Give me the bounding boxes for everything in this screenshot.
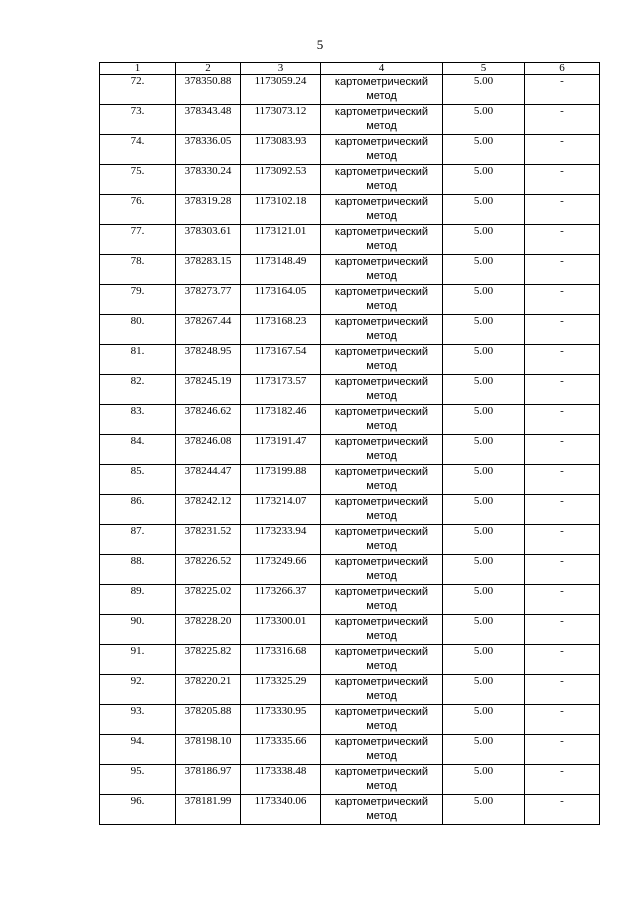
y-coordinate-cell: 1173121.01 [241, 225, 321, 255]
accuracy-cell: 5.00 [443, 105, 525, 135]
method-cell [321, 705, 443, 735]
x-coordinate-cell: 378231.52 [176, 525, 241, 555]
table-row [100, 375, 600, 405]
header-col-4: 4 [321, 63, 443, 75]
method-cell [321, 615, 443, 645]
method-cell [321, 735, 443, 765]
point-number-cell: 86. [100, 495, 176, 525]
accuracy-cell: 5.00 [443, 195, 525, 225]
accuracy-cell: 5.00 [443, 615, 525, 645]
method-line-2: метод [366, 810, 397, 822]
accuracy-cell: 5.00 [443, 135, 525, 165]
y-coordinate-cell: 1173233.94 [241, 525, 321, 555]
method-line-1: картометрический [334, 766, 429, 778]
accuracy-cell: 5.00 [443, 705, 525, 735]
point-number-cell: 96. [100, 795, 176, 825]
method-cell [321, 285, 443, 315]
method-line-2: метод [366, 780, 397, 792]
method-line-2: метод [366, 90, 397, 102]
accuracy-cell: 5.00 [443, 585, 525, 615]
x-coordinate-cell: 378181.99 [176, 795, 241, 825]
accuracy-cell: 5.00 [443, 495, 525, 525]
accuracy-cell: 5.00 [443, 315, 525, 345]
point-number-cell: 90. [100, 615, 176, 645]
method-line-2: метод [366, 300, 397, 312]
accuracy-cell: 5.00 [443, 435, 525, 465]
x-coordinate-cell: 378186.97 [176, 765, 241, 795]
table-row [100, 645, 600, 675]
table-row [100, 195, 600, 225]
method-line-1: картометрический [334, 166, 429, 178]
accuracy-cell: 5.00 [443, 465, 525, 495]
method-line-1: картометрический [334, 556, 429, 568]
y-coordinate-cell: 1173330.95 [241, 705, 321, 735]
description-cell: - [525, 285, 600, 315]
method-line-1: картометрический [334, 76, 429, 88]
x-coordinate-cell: 378303.61 [176, 225, 241, 255]
point-number-cell: 78. [100, 255, 176, 285]
method-line-1: картометрический [334, 436, 429, 448]
y-coordinate-cell: 1173092.53 [241, 165, 321, 195]
method-line-1: картометрический [334, 676, 429, 688]
method-line-2: метод [366, 600, 397, 612]
header-col-3: 3 [241, 63, 321, 75]
x-coordinate-cell: 378225.02 [176, 585, 241, 615]
method-line-1: картометрический [334, 226, 429, 238]
method-cell [321, 165, 443, 195]
description-cell: - [525, 675, 600, 705]
description-cell: - [525, 795, 600, 825]
x-coordinate-cell: 378220.21 [176, 675, 241, 705]
x-coordinate-cell: 378246.62 [176, 405, 241, 435]
point-number-cell: 79. [100, 285, 176, 315]
x-coordinate-cell: 378228.20 [176, 615, 241, 645]
method-cell [321, 375, 443, 405]
method-line-2: метод [366, 630, 397, 642]
method-line-1: картометрический [334, 616, 429, 628]
point-number-cell: 93. [100, 705, 176, 735]
table-row [100, 525, 600, 555]
method-line-2: метод [366, 660, 397, 672]
method-line-2: метод [366, 420, 397, 432]
method-cell [321, 435, 443, 465]
table-row [100, 465, 600, 495]
table-row [100, 585, 600, 615]
table-row [100, 315, 600, 345]
method-line-2: метод [366, 510, 397, 522]
method-cell [321, 645, 443, 675]
accuracy-cell: 5.00 [443, 675, 525, 705]
method-line-1: картометрический [334, 406, 429, 418]
accuracy-cell: 5.00 [443, 225, 525, 255]
method-line-1: картометрический [334, 256, 429, 268]
x-coordinate-cell: 378336.05 [176, 135, 241, 165]
x-coordinate-cell: 378273.77 [176, 285, 241, 315]
method-cell [321, 465, 443, 495]
method-line-2: метод [366, 360, 397, 372]
x-coordinate-cell: 378330.24 [176, 165, 241, 195]
table-row [100, 105, 600, 135]
table-row [100, 435, 600, 465]
method-line-2: метод [366, 690, 397, 702]
x-coordinate-cell: 378343.48 [176, 105, 241, 135]
y-coordinate-cell: 1173340.06 [241, 795, 321, 825]
method-cell [321, 795, 443, 825]
method-cell [321, 255, 443, 285]
method-line-1: картометрический [334, 736, 429, 748]
description-cell: - [525, 75, 600, 105]
accuracy-cell: 5.00 [443, 525, 525, 555]
y-coordinate-cell: 1173059.24 [241, 75, 321, 105]
table-row [100, 735, 600, 765]
point-number-cell: 85. [100, 465, 176, 495]
point-number-cell: 95. [100, 765, 176, 795]
y-coordinate-cell: 1173335.66 [241, 735, 321, 765]
accuracy-cell: 5.00 [443, 285, 525, 315]
y-coordinate-cell: 1173148.49 [241, 255, 321, 285]
description-cell: - [525, 255, 600, 285]
description-cell: - [525, 495, 600, 525]
description-cell: - [525, 165, 600, 195]
table-row [100, 615, 600, 645]
y-coordinate-cell: 1173173.57 [241, 375, 321, 405]
y-coordinate-cell: 1173167.54 [241, 345, 321, 375]
method-cell [321, 345, 443, 375]
table-row [100, 255, 600, 285]
method-line-2: метод [366, 150, 397, 162]
x-coordinate-cell: 378283.15 [176, 255, 241, 285]
point-number-cell: 75. [100, 165, 176, 195]
method-line-1: картометрический [334, 466, 429, 478]
y-coordinate-cell: 1173073.12 [241, 105, 321, 135]
description-cell: - [525, 465, 600, 495]
x-coordinate-cell: 378242.12 [176, 495, 241, 525]
method-line-2: метод [366, 540, 397, 552]
y-coordinate-cell: 1173325.29 [241, 675, 321, 705]
method-line-2: метод [366, 720, 397, 732]
method-line-2: метод [366, 750, 397, 762]
point-number-cell: 80. [100, 315, 176, 345]
method-line-1: картометрический [334, 796, 429, 808]
x-coordinate-cell: 378248.95 [176, 345, 241, 375]
header-col-1: 1 [100, 63, 176, 75]
method-cell [321, 525, 443, 555]
table-row [100, 405, 600, 435]
coordinates-table [99, 62, 600, 825]
point-number-cell: 76. [100, 195, 176, 225]
header-col-5: 5 [443, 63, 525, 75]
y-coordinate-cell: 1173083.93 [241, 135, 321, 165]
method-cell [321, 225, 443, 255]
method-line-1: картометрический [334, 526, 429, 538]
point-number-cell: 88. [100, 555, 176, 585]
description-cell: - [525, 585, 600, 615]
point-number-cell: 73. [100, 105, 176, 135]
point-number-cell: 89. [100, 585, 176, 615]
method-line-1: картометрический [334, 106, 429, 118]
x-coordinate-cell: 378319.28 [176, 195, 241, 225]
accuracy-cell: 5.00 [443, 555, 525, 585]
point-number-cell: 81. [100, 345, 176, 375]
method-line-1: картометрический [334, 316, 429, 328]
accuracy-cell: 5.00 [443, 375, 525, 405]
method-line-2: метод [366, 180, 397, 192]
table-row [100, 495, 600, 525]
accuracy-cell: 5.00 [443, 345, 525, 375]
x-coordinate-cell: 378205.88 [176, 705, 241, 735]
x-coordinate-cell: 378225.82 [176, 645, 241, 675]
table-body [100, 75, 600, 825]
method-line-1: картометрический [334, 136, 429, 148]
header-row [100, 63, 600, 75]
accuracy-cell: 5.00 [443, 75, 525, 105]
method-cell [321, 105, 443, 135]
y-coordinate-cell: 1173102.18 [241, 195, 321, 225]
method-line-2: метод [366, 570, 397, 582]
description-cell: - [525, 705, 600, 735]
description-cell: - [525, 765, 600, 795]
description-cell: - [525, 375, 600, 405]
description-cell: - [525, 135, 600, 165]
x-coordinate-cell: 378246.08 [176, 435, 241, 465]
method-line-1: картометрический [334, 346, 429, 358]
table-row [100, 225, 600, 255]
table-row [100, 75, 600, 105]
point-number-cell: 83. [100, 405, 176, 435]
y-coordinate-cell: 1173182.46 [241, 405, 321, 435]
method-line-2: метод [366, 270, 397, 282]
description-cell: - [525, 555, 600, 585]
method-line-1: картометрический [334, 706, 429, 718]
description-cell: - [525, 195, 600, 225]
point-number-cell: 74. [100, 135, 176, 165]
page-number: 5 [316, 37, 324, 52]
table-row [100, 345, 600, 375]
point-number-cell: 92. [100, 675, 176, 705]
table-row [100, 135, 600, 165]
y-coordinate-cell: 1173199.88 [241, 465, 321, 495]
x-coordinate-cell: 378244.47 [176, 465, 241, 495]
description-cell: - [525, 405, 600, 435]
accuracy-cell: 5.00 [443, 645, 525, 675]
y-coordinate-cell: 1173214.07 [241, 495, 321, 525]
y-coordinate-cell: 1173266.37 [241, 585, 321, 615]
table-row [100, 795, 600, 825]
y-coordinate-cell: 1173191.47 [241, 435, 321, 465]
method-cell [321, 765, 443, 795]
method-cell [321, 585, 443, 615]
accuracy-cell: 5.00 [443, 735, 525, 765]
method-cell [321, 315, 443, 345]
accuracy-cell: 5.00 [443, 255, 525, 285]
method-line-2: метод [366, 240, 397, 252]
y-coordinate-cell: 1173164.05 [241, 285, 321, 315]
method-line-2: метод [366, 330, 397, 342]
method-cell [321, 675, 443, 705]
y-coordinate-cell: 1173338.48 [241, 765, 321, 795]
method-cell [321, 195, 443, 225]
description-cell: - [525, 345, 600, 375]
x-coordinate-cell: 378245.19 [176, 375, 241, 405]
point-number-cell: 87. [100, 525, 176, 555]
method-line-1: картометрический [334, 646, 429, 658]
x-coordinate-cell: 378226.52 [176, 555, 241, 585]
point-number-cell: 91. [100, 645, 176, 675]
method-cell [321, 405, 443, 435]
point-number-cell: 72. [100, 75, 176, 105]
table-header [100, 63, 600, 75]
point-number-cell: 77. [100, 225, 176, 255]
table-row [100, 285, 600, 315]
method-cell [321, 135, 443, 165]
accuracy-cell: 5.00 [443, 765, 525, 795]
header-col-6: 6 [525, 63, 600, 75]
table-row [100, 705, 600, 735]
accuracy-cell: 5.00 [443, 405, 525, 435]
description-cell: - [525, 645, 600, 675]
description-cell: - [525, 105, 600, 135]
y-coordinate-cell: 1173316.68 [241, 645, 321, 675]
table-row [100, 555, 600, 585]
x-coordinate-cell: 378198.10 [176, 735, 241, 765]
x-coordinate-cell: 378267.44 [176, 315, 241, 345]
description-cell: - [525, 525, 600, 555]
description-cell: - [525, 735, 600, 765]
method-line-2: метод [366, 480, 397, 492]
method-cell [321, 555, 443, 585]
point-number-cell: 94. [100, 735, 176, 765]
y-coordinate-cell: 1173249.66 [241, 555, 321, 585]
table-row [100, 165, 600, 195]
method-line-1: картометрический [334, 196, 429, 208]
method-line-1: картометрический [334, 286, 429, 298]
accuracy-cell: 5.00 [443, 165, 525, 195]
description-cell: - [525, 615, 600, 645]
method-line-2: метод [366, 210, 397, 222]
header-col-2: 2 [176, 63, 241, 75]
method-cell [321, 495, 443, 525]
description-cell: - [525, 315, 600, 345]
x-coordinate-cell: 378350.88 [176, 75, 241, 105]
method-line-1: картометрический [334, 496, 429, 508]
description-cell: - [525, 225, 600, 255]
table-row [100, 675, 600, 705]
method-line-2: метод [366, 120, 397, 132]
point-number-cell: 84. [100, 435, 176, 465]
y-coordinate-cell: 1173168.23 [241, 315, 321, 345]
method-line-2: метод [366, 390, 397, 402]
y-coordinate-cell: 1173300.01 [241, 615, 321, 645]
accuracy-cell: 5.00 [443, 795, 525, 825]
method-line-1: картометрический [334, 586, 429, 598]
method-line-2: метод [366, 450, 397, 462]
table-row [100, 765, 600, 795]
method-cell [321, 75, 443, 105]
description-cell: - [525, 435, 600, 465]
point-number-cell: 82. [100, 375, 176, 405]
method-line-1: картометрический [334, 376, 429, 388]
